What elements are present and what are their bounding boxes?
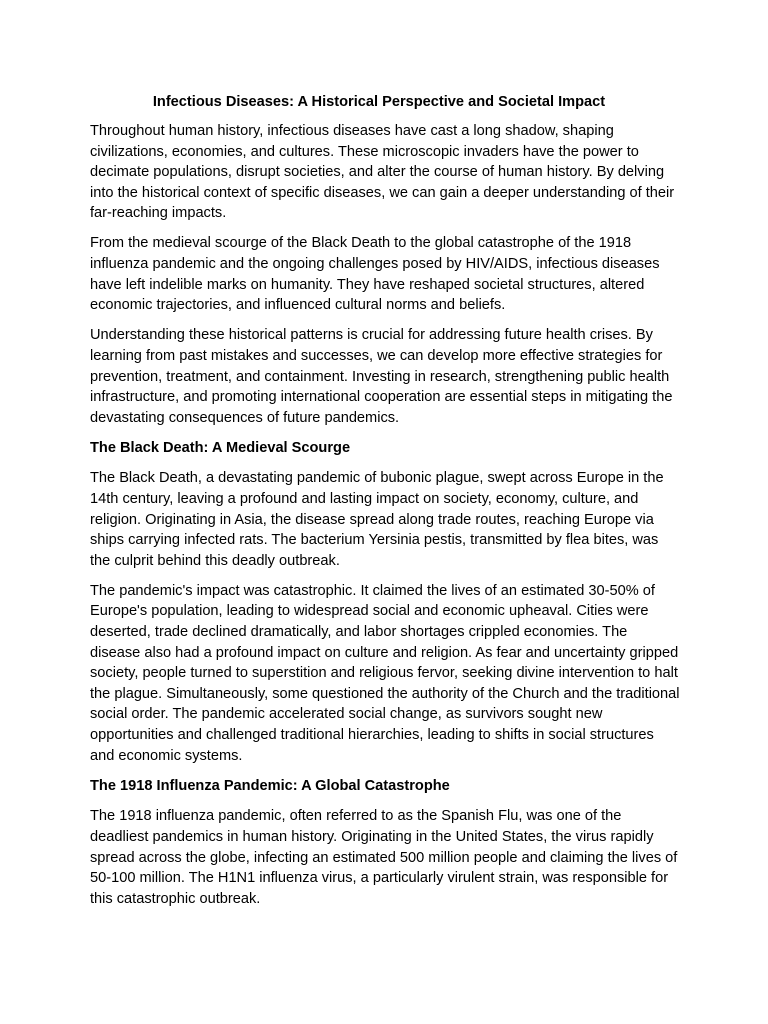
document-page (90, 92, 680, 919)
section-heading-black-death: The Black Death: A Medieval Scourge (90, 439, 351, 456)
intro-paragraph-3: Understanding these historical patterns is crucial for addressing future health crises. By learning from past mistakes and successes, we can develop more effective strategies for prevention, treatment, and containment. Investing in research, strengthening public health infrastructure, and promoting international cooperation are essential steps in mitigating the devastating consequences of future pandemics. (90, 327, 673, 426)
black-death-paragraph-2: The pandemic's impact was catastrophic. It claimed the lives of an estimated 30-50% of Europe's population, leading to widespread social and economic upheaval. Cities were deserted, trade declined dramatically, and labor shortages crippled economies. The disease also had a profound impact on culture and religion. As fear and uncertainty gripped society, people turned to superstition and religious fervor, seeking divine intervention to halt the plague. Simultaneously, some questioned the authority of the Church and the traditional social order. The pandemic accelerated social change, as survivors sought new opportunities and challenged traditional hierarchies, leading to shifts in social structures and economic systems. (90, 582, 680, 764)
black-death-paragraph-1: The Black Death, a devastating pandemic of bubonic plague, swept across Europe in the 14th century, leaving a profound and lasting impact on society, economy, culture, and religion. Originating in Asia, the disease spread along trade routes, reaching Europe via ships carrying infected rats. The bacterium Yersinia pestis, transmitted by flea bites, was the culprit behind this deadly outbreak. (90, 470, 664, 569)
section-heading-1918-influenza: The 1918 Influenza Pandemic: A Global Catastrophe (90, 777, 450, 794)
intro-paragraph-1: Throughout human history, infectious diseases have cast a long shadow, shaping civilizations, economies, and cultures. These microscopic invaders have the power to decimate populations, disrupt societies, and alter the course of human history. By delving into the historical context of specific diseases, we can gain a deeper understanding of their far-reaching impacts. (90, 123, 675, 222)
influenza-paragraph-1: The 1918 influenza pandemic, often referred to as the Spanish Flu, was one of the deadliest pandemics in human history. Originating in the United States, the virus rapidly spread across the globe, infecting an estimated 500 million people and claiming the lives of 50-100 million. The H1N1 influenza virus, a particularly virulent strain, was responsible for this catastrophic outbreak. (90, 808, 678, 907)
document-title: Infectious Diseases: A Historical Perspective and Societal Impact (152, 94, 606, 110)
intro-paragraph-2: From the medieval scourge of the Black Death to the global catastrophe of the 1918 influenza pandemic and the ongoing challenges posed by HIV/AIDS, infectious diseases have left indelible marks on humanity. They have reshaped societal structures, altered economic trajectories, and influenced cultural norms and beliefs. (90, 235, 660, 314)
